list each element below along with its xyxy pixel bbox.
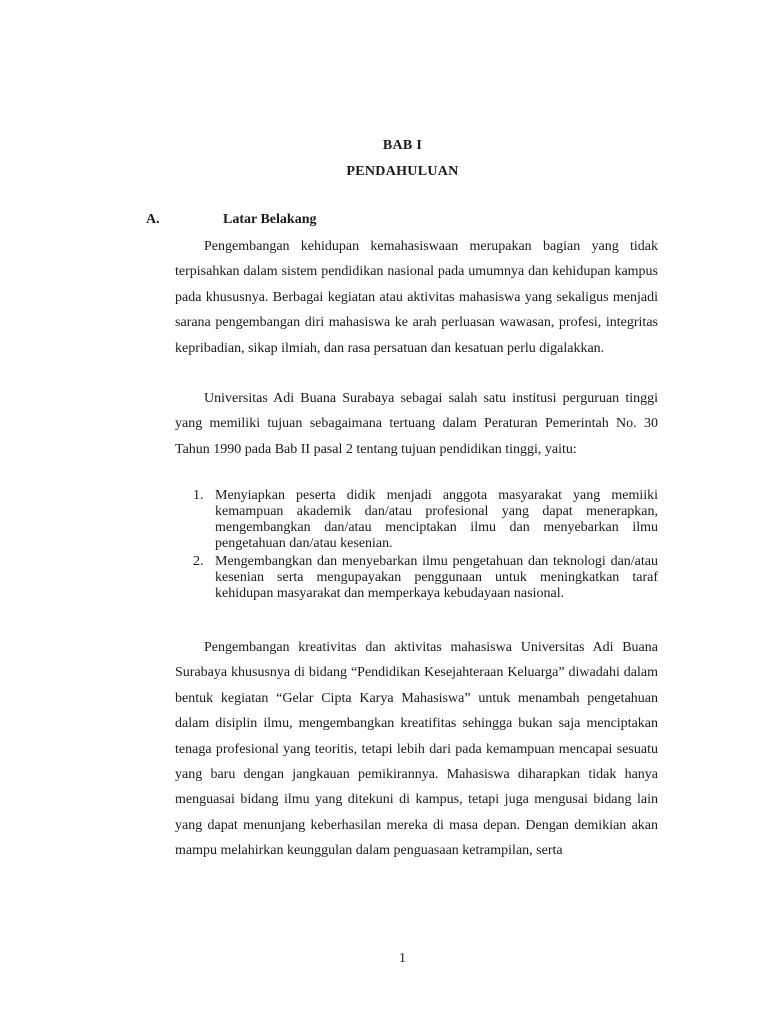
list-item [175,554,658,602]
paragraph-university: Universitas Adi Buana Surabaya sebagai salah satu institusi perguruan tinggi yang memiliki tujuan sebagaimana tertuang dalam Peraturan Pemerintah No. 30 Tahun 1990 pada Bab II pasal 2 tentang tujuan pendidikan tinggi, yaitu: [175,391,658,457]
chapter-heading: BAB I [382,138,423,153]
list-item [175,488,658,552]
objectives-list [175,488,658,604]
section-number: A. [146,212,160,227]
paragraph-intro: Pengembangan kehidupan kemahasiswaan merupakan bagian yang tidak terpisahkan dalam sistem pendidikan nasional pada umumnya dan kehidupan kampus pada khususnya. Berbagai kegiatan atau aktivitas mahasiswa yang sekaligus menjadi sarana pengembangan diri mahasiswa ke arah perluasan wawasan, profesi, integritas kepribadian, sikap ilmiah, dan rasa persatuan dan kesatuan perlu digalakkan. [175,239,658,356]
section-title: Latar Belakang [223,212,317,227]
list-item-text: Mengembangkan dan menyebarkan ilmu pengetahuan dan teknologi dan/atau kesenian serta mengupayakan penggunaan untuk meningkatkan taraf kehidupan masyarakat dan memperkaya kebudayaan nasional. [215,554,658,601]
paragraph-creativity: Pengembangan kreativitas dan aktivitas mahasiswa Universitas Adi Buana Surabaya khususnya di bidang “Pendidikan Kesejahteraan Keluarga” diwadahi dalam bentuk kegiatan “Gelar Cipta Karya Mahasiswa” untuk menambah pengetahuan dalam disiplin ilmu, mengembangkan kreatifitas sehingga bukan saja menciptakan tenaga profesional yang teoritis, tetapi lebih dari pada kemampuan mencapai sesuatu yang baru dengan jangkauan pemikirannya. Mahasiswa diharapkan tidak hanya menguasai bidang ilmu yang ditekuni di kampus, tetapi juga mengusai bidang lain yang dapat menunjang keberhasilan mereka di masa depan. Dengan demikian akan mampu melahirkan keunggulan dalam penguasaan ketrampilan, serta [175,640,658,859]
list-item-text: Menyiapkan peserta didik menjadi anggota masyarakat yang memiiki kemampuan akademik dan/atau profesional yang dapat menerapkan, mengembangkan dan/atau menciptakan ilmu dan menyebarkan ilmu pengetahuan dan/atau kesenian. [215,488,658,551]
chapter-title: PENDAHULUAN [346,164,459,179]
list-marker: 2. [193,554,204,569]
page-number: 1 [399,951,406,966]
list-marker: 1. [193,488,204,503]
